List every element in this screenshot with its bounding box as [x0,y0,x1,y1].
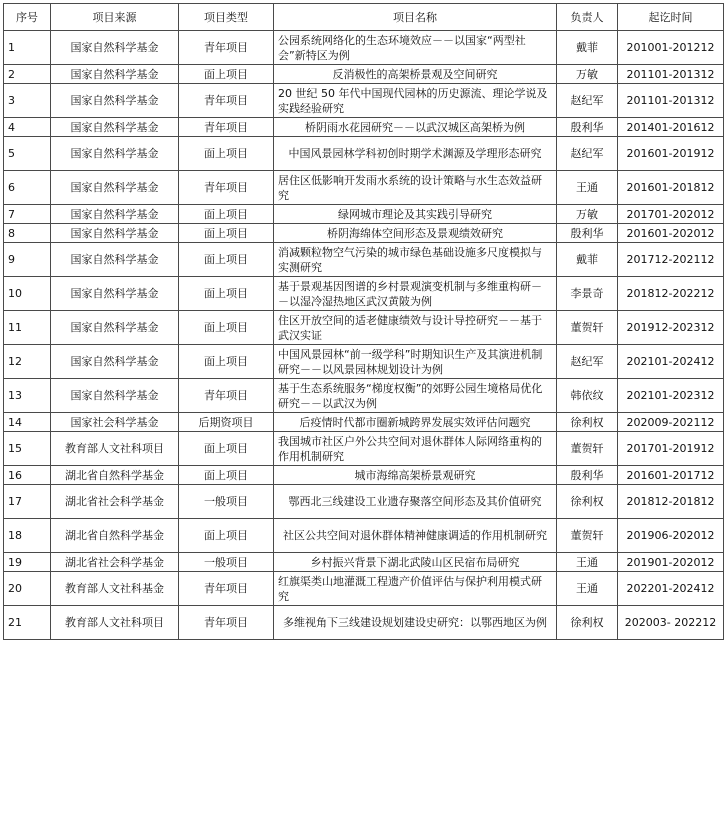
row-type: 一般项目 [179,485,274,519]
row-name [274,432,557,466]
row-no: 15 [4,432,51,466]
row-no: 6 [4,171,51,205]
row-source: 国家自然科学基金 [51,345,179,379]
row-source: 国家自然科学基金 [51,65,179,84]
row-source: 国家自然科学基金 [51,118,179,137]
header-name: 项目名称 [274,4,557,31]
row-name-text: 居住区低影响开发雨水系统的设计策略与水生态效益研究 [278,173,542,202]
header-row [4,4,724,31]
row-name-text: 后疫情时代都市圈新城跨界发展实效评估问题究 [299,415,531,429]
row-name-text: 社区公共空间对退休群体精神健康调适的作用机制研究 [283,529,547,542]
row-lead: 韩依纹 [557,379,618,413]
row-type: 面上项目 [179,466,274,485]
row-type: 一般项目 [179,553,274,572]
row-name-text: 红旗渠类山地灌溉工程遗产价值评估与保护利用模式研究 [278,574,542,603]
row-type: 后期资项目 [179,413,274,432]
table-row [4,171,724,205]
row-no: 5 [4,137,51,171]
row-lead: 殷利华 [557,224,618,243]
row-type: 青年项目 [179,379,274,413]
row-period: 201001-201212 [618,31,724,65]
row-name-text: 住区开放空间的适老健康绩效与设计导控研究－－基于武汉实证 [278,313,542,342]
row-no: 4 [4,118,51,137]
row-period: 202003- 202212 [618,606,724,640]
row-lead: 赵纪军 [557,345,618,379]
header-period: 起讫时间 [618,4,724,31]
row-no: 18 [4,519,51,553]
table-row [4,277,724,311]
row-period: 201701-202012 [618,205,724,224]
row-type: 面上项目 [179,311,274,345]
row-name [274,277,557,311]
row-period: 201601-202012 [618,224,724,243]
row-lead: 王通 [557,553,618,572]
row-name [274,311,557,345]
row-name-text: 桥阴海绵体空间形态及景观绩效研究 [327,226,503,240]
row-no: 21 [4,606,51,640]
row-type: 面上项目 [179,224,274,243]
row-source: 教育部人文社科项目 [51,432,179,466]
row-no: 3 [4,84,51,118]
row-source: 国家自然科学基金 [51,31,179,65]
row-no: 17 [4,485,51,519]
row-period: 201906-202012 [618,519,724,553]
row-source: 国家自然科学基金 [51,137,179,171]
row-type: 面上项目 [179,277,274,311]
row-name [274,84,557,118]
row-no: 2 [4,65,51,84]
row-no: 20 [4,572,51,606]
row-lead: 董贺轩 [557,432,618,466]
table-row [4,572,724,606]
row-source: 湖北省自然科学基金 [51,519,179,553]
row-lead: 徐利权 [557,413,618,432]
row-source: 国家自然科学基金 [51,379,179,413]
row-lead: 徐利权 [557,485,618,519]
row-period: 201601-201912 [618,137,724,171]
row-period: 201601-201812 [618,171,724,205]
header-no: 序号 [4,4,51,31]
row-name [274,606,557,640]
row-lead: 董贺轩 [557,519,618,553]
row-name [274,65,557,84]
row-source: 国家自然科学基金 [51,243,179,277]
row-type: 面上项目 [179,65,274,84]
row-lead: 戴菲 [557,243,618,277]
row-type: 青年项目 [179,572,274,606]
row-name-text: 消减颗粒物空气污染的城市绿色基础设施多尺度模拟与实测研究 [278,245,542,274]
row-lead: 殷利华 [557,466,618,485]
table-row [4,311,724,345]
row-type: 青年项目 [179,84,274,118]
table-row [4,65,724,84]
row-name [274,243,557,277]
row-name [274,519,557,553]
row-name-text: 中国风景园林“前一级学科”时期知识生产及其演进机制研究－－以风景园林规划设计为例 [278,347,543,376]
row-name-text: 绿网城市理论及其实践引导研究 [338,207,492,221]
row-lead: 徐利权 [557,606,618,640]
header-lead: 负责人 [557,4,618,31]
row-name [274,572,557,606]
row-name [274,485,557,519]
row-type: 青年项目 [179,118,274,137]
row-type: 青年项目 [179,606,274,640]
row-name [274,205,557,224]
row-lead: 万敏 [557,205,618,224]
row-period: 202101-202312 [618,379,724,413]
row-period: 201101-201312 [618,84,724,118]
row-name [274,466,557,485]
row-type: 面上项目 [179,243,274,277]
row-no: 1 [4,31,51,65]
table-row [4,224,724,243]
row-period: 201812-202212 [618,277,724,311]
row-name-text: 中国风景园林学科初创时期学术渊源及学理形态研究 [288,147,542,160]
row-no: 8 [4,224,51,243]
row-no: 12 [4,345,51,379]
table-row [4,466,724,485]
row-no: 7 [4,205,51,224]
row-no: 13 [4,379,51,413]
table-row [4,84,724,118]
table-row [4,137,724,171]
row-name-text: 城市海绵高架桥景观研究 [354,468,476,482]
project-table [3,3,724,640]
row-lead: 王通 [557,171,618,205]
row-no: 16 [4,466,51,485]
table-row [4,243,724,277]
table-row [4,31,724,65]
row-name [274,413,557,432]
row-name-text: 多维视角下三线建设规划建设史研究：以鄂西地区为例 [283,616,547,629]
row-lead: 殷利华 [557,118,618,137]
row-source: 国家自然科学基金 [51,84,179,118]
row-name-text: 20 世纪 50 年代中国现代园林的历史源流、理论学说及实践经验研究 [278,86,548,115]
row-source: 国家自然科学基金 [51,205,179,224]
table-row [4,519,724,553]
table-row [4,205,724,224]
row-lead: 王通 [557,572,618,606]
row-source: 湖北省社会科学基金 [51,485,179,519]
row-lead: 赵纪军 [557,84,618,118]
row-source: 国家自然科学基金 [51,277,179,311]
row-no: 19 [4,553,51,572]
row-period: 202201-202412 [618,572,724,606]
row-name [274,118,557,137]
header-type: 项目类型 [179,4,274,31]
row-no: 9 [4,243,51,277]
row-source: 湖北省自然科学基金 [51,466,179,485]
row-name [274,224,557,243]
row-name-text: 鄂西北三线建设工业遗存聚落空间形态及其价值研究 [288,495,542,508]
row-name-text: 公园系统网络化的生态环境效应－－以国家“两型社会”新特区为例 [278,33,526,62]
row-period: 201712-202112 [618,243,724,277]
row-type: 面上项目 [179,205,274,224]
row-name-text: 我国城市社区户外公共空间对退休群体人际网络重构的作用机制研究 [278,434,542,463]
row-name-text: 基于景观基因图谱的乡村景观演变机制与多维重构研－－以湿冷湿热地区武汉黄陂为例 [278,279,542,308]
row-source: 国家自然科学基金 [51,311,179,345]
row-period: 201912-202312 [618,311,724,345]
table-row [4,485,724,519]
row-lead: 李景奇 [557,277,618,311]
row-period: 201101-201312 [618,65,724,84]
table-row [4,432,724,466]
row-name-text: 基于生态系统服务“梯度权衡”的郊野公园生境格局优化研究－－以武汉为例 [278,381,543,410]
row-source: 教育部人文社科项目 [51,606,179,640]
table-row [4,413,724,432]
row-type: 青年项目 [179,31,274,65]
row-period: 201601-201712 [618,466,724,485]
row-no: 11 [4,311,51,345]
table-row [4,379,724,413]
row-lead: 戴菲 [557,31,618,65]
row-source: 湖北省社会科学基金 [51,553,179,572]
row-period: 201401-201612 [618,118,724,137]
row-name-text: 桥阴雨水花园研究－－以武汉城区高架桥为例 [305,120,525,134]
row-no: 10 [4,277,51,311]
row-lead: 董贺轩 [557,311,618,345]
row-type: 青年项目 [179,171,274,205]
row-type: 面上项目 [179,519,274,553]
row-name [274,345,557,379]
row-name-text: 反消极性的高架桥景观及空间研究 [332,67,498,81]
table-row [4,553,724,572]
row-period: 201812-201812 [618,485,724,519]
row-source: 国家社会科学基金 [51,413,179,432]
row-name [274,31,557,65]
row-source: 国家自然科学基金 [51,171,179,205]
table-row [4,345,724,379]
row-source: 教育部人文社科基金 [51,572,179,606]
row-type: 面上项目 [179,432,274,466]
row-type: 面上项目 [179,137,274,171]
row-no: 14 [4,413,51,432]
row-source: 国家自然科学基金 [51,224,179,243]
row-name [274,137,557,171]
row-name [274,379,557,413]
row-lead: 万敏 [557,65,618,84]
row-name [274,171,557,205]
row-lead: 赵纪军 [557,137,618,171]
table-row [4,606,724,640]
row-name [274,553,557,572]
header-source: 项目来源 [51,4,179,31]
row-period: 202101-202412 [618,345,724,379]
row-name-text: 乡村振兴背景下湖北武陵山区民宿布局研究 [310,555,520,569]
row-period: 201901-202012 [618,553,724,572]
row-period: 202009-202112 [618,413,724,432]
row-type: 面上项目 [179,345,274,379]
table-row [4,118,724,137]
row-period: 201701-201912 [618,432,724,466]
